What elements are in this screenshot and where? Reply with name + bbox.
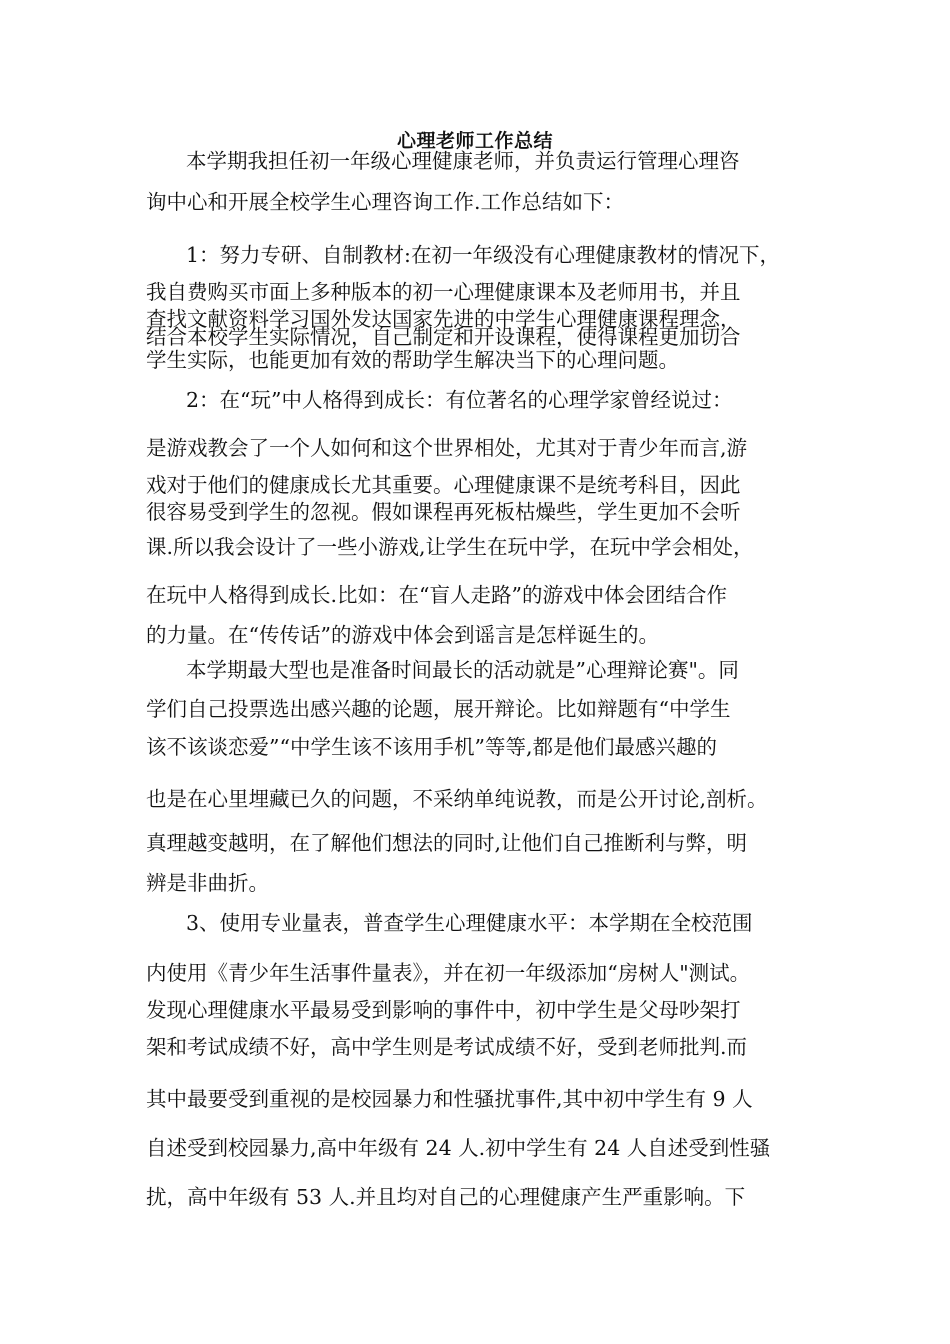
paragraph-line: 学生实际，也能更加有效的帮助学生解决当下的心理问题。 [146,348,679,372]
paragraph-line: 在玩中人格得到成长.比如：在“盲人走路”的游戏中体会团结合作 [146,583,727,607]
paragraph-line: 的力量。在“传传话”的游戏中体会到谣言是怎样诞生的。 [146,623,659,647]
paragraph-line: 很容易受到学生的忽视。假如课程再死板枯燥些，学生更加不会听 [146,500,741,524]
paragraph-line: 3、使用专业量表，普查学生心理健康水平：本学期在全校范围 [186,911,753,935]
paragraph-line: 询中心和开展全校学生心理咨询工作.工作总结如下： [146,190,625,214]
paragraph-line: 2：在“玩”中人格得到成长：有位著名的心理学家曾经说过： [186,388,733,412]
paragraph-line: 该不该谈恋爱”“中学生该不该用手机”等等,都是他们最感兴趣的 [146,735,717,759]
paragraph-line: 辨是非曲折。 [146,871,269,895]
paragraph-line: 架和考试成绩不好，高中学生则是考试成绩不好，受到老师批判.而 [146,1035,748,1059]
paragraph-line: 自述受到校园暴力,高中年级有 24 人.初中学生有 24 人自述受到性骚 [146,1136,771,1160]
paragraph-line: 我自费购买市面上多种版本的初一心理健康课本及老师用书，并且 [146,280,741,304]
paragraph-line: 本学期最大型也是准备时间最长的活动就是”心理辩论赛"。同 [186,658,739,682]
document-title: 心理老师工作总结 [396,130,553,152]
paragraph-line: 其中最要受到重视的是校园暴力和性骚扰事件,其中初中学生有 9 人 [146,1087,753,1111]
paragraph-line: 学们自己投票选出感兴趣的论题，展开辩论。比如辩题有“中学生 [146,697,731,721]
paragraph-line: 本学期我担任初一年级心理健康老师，并负责运行管理心理咨 [186,149,740,173]
paragraph-line: 发现心理健康水平最易受到影响的事件中，初中学生是父母吵架打 [146,998,741,1022]
paragraph-line: 真理越变越明，在了解他们想法的同时,让他们自己推断利与弊，明 [146,831,748,855]
paragraph-line: 是游戏教会了一个人如何和这个世界相处，尤其对于青少年而言,游 [146,436,748,460]
paragraph-line: 1：努力专研、自制教材:在初一年级没有心理健康教材的情况下， [186,243,780,267]
paragraph-line: 结合本校学生实际情况，自己制定和开设课程，使得课程更加切合 [146,325,741,349]
paragraph-line: 也是在心里埋藏已久的问题，不采纳单纯说教，而是公开讨论,剖析。 [146,787,768,811]
paragraph-line: 扰，高中年级有 53 人.并且均对自己的心理健康产生严重影响。下 [146,1185,746,1209]
paragraph-line: 查找文献资料学习国外发达国家先进的中学生心理健康课程理念， [146,307,741,331]
paragraph-line: 戏对于他们的健康成长尤其重要。心理健康课不是统考科目，因此 [146,473,741,497]
paragraph-line: 课.所以我会设计了一些小游戏,让学生在玩中学，在玩中学会相处， [146,535,754,559]
paragraph-line: 内使用《青少年生活事件量表》，并在初一年级添加“房树人"测试。 [146,961,751,985]
